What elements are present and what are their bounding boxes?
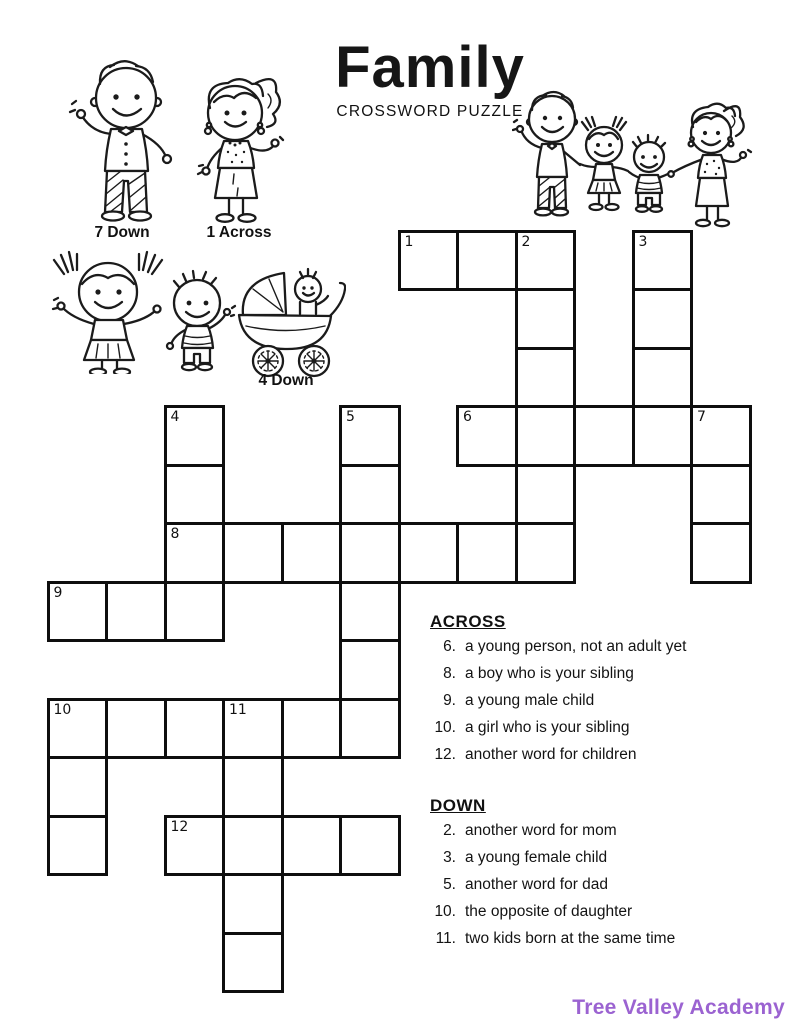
grid-cell[interactable] xyxy=(456,405,518,467)
grid-cell[interactable] xyxy=(339,405,401,467)
clue-text: a young male child xyxy=(465,692,595,709)
grid-cell[interactable] xyxy=(281,698,343,760)
down-clue-list xyxy=(425,822,790,957)
grid-cell[interactable] xyxy=(47,581,109,643)
grid-cell[interactable] xyxy=(690,522,752,584)
grid-cell[interactable] xyxy=(222,756,284,818)
grid-cell[interactable] xyxy=(164,698,226,760)
grid-cell[interactable] xyxy=(515,230,577,292)
grid-cell[interactable] xyxy=(339,581,401,643)
grid-cell[interactable] xyxy=(632,288,694,350)
clue-number: 8. xyxy=(443,665,456,682)
grid-cell[interactable] xyxy=(47,698,109,760)
clue-number: 11. xyxy=(435,930,456,947)
page-subtitle: CROSSWORD PUZZLE xyxy=(336,103,524,120)
grid-cell[interactable] xyxy=(105,581,167,643)
caption-1-across: 1 Across xyxy=(206,224,272,241)
cell-number: 4 xyxy=(170,409,180,425)
clue-item xyxy=(425,638,790,665)
grid-cell[interactable] xyxy=(164,464,226,526)
clue-item xyxy=(425,665,790,692)
clue-number: 3. xyxy=(443,849,456,866)
clue-item xyxy=(425,930,790,957)
cell-number: 6 xyxy=(463,409,472,425)
mom-waving-figure xyxy=(188,70,290,224)
clue-number: 12. xyxy=(434,746,456,763)
clue-text: another word for children xyxy=(465,746,637,763)
grid-cell[interactable] xyxy=(281,815,343,877)
grid-cell[interactable] xyxy=(164,405,226,467)
family-holding-hands-figure xyxy=(512,86,774,228)
grid-cell[interactable] xyxy=(222,873,284,935)
grid-cell[interactable] xyxy=(339,639,401,701)
grid-cell[interactable] xyxy=(515,347,577,409)
clue-item xyxy=(425,849,790,876)
grid-cell[interactable] xyxy=(632,230,694,292)
grid-cell[interactable] xyxy=(339,698,401,760)
clue-text: the opposite of daughter xyxy=(465,903,633,920)
clue-item xyxy=(425,692,790,719)
grid-cell[interactable] xyxy=(339,815,401,877)
clue-item xyxy=(425,822,790,849)
grid-cell[interactable] xyxy=(398,230,460,292)
caption-7-down: 7 Down xyxy=(94,224,150,241)
caption-4-down: 4 Down xyxy=(258,372,314,389)
clue-text: a boy who is your sibling xyxy=(465,665,634,682)
clue-text: a young person, not an adult yet xyxy=(465,638,687,655)
grid-cell[interactable] xyxy=(222,522,284,584)
grid-cell[interactable] xyxy=(47,756,109,818)
grid-cell[interactable] xyxy=(281,522,343,584)
cell-number: 9 xyxy=(53,584,63,601)
grid-cell[interactable] xyxy=(690,464,752,526)
clue-number: 6. xyxy=(443,638,456,655)
down-clues-section xyxy=(425,796,790,957)
clue-number: 10. xyxy=(434,903,456,920)
grid-cell[interactable] xyxy=(573,405,635,467)
grid-cell[interactable] xyxy=(632,347,694,409)
grid-cell[interactable] xyxy=(105,698,167,760)
cell-number: 7 xyxy=(697,409,706,425)
across-clues-section xyxy=(425,612,790,773)
grid-cell[interactable] xyxy=(515,464,577,526)
clue-text: two kids born at the same time xyxy=(465,930,676,947)
grid-cell[interactable] xyxy=(690,405,752,467)
grid-cell[interactable] xyxy=(515,522,577,584)
grid-cell[interactable] xyxy=(456,230,518,292)
cell-number: 12 xyxy=(170,818,189,835)
clue-text: another word for mom xyxy=(465,822,617,839)
cell-number: 3 xyxy=(638,233,648,250)
dad-waving-figure xyxy=(66,54,178,224)
clue-item xyxy=(425,719,790,746)
cell-number: 5 xyxy=(346,409,355,425)
clue-text: a girl who is your sibling xyxy=(465,719,630,736)
grid-cell[interactable] xyxy=(222,698,284,760)
cell-number: 10 xyxy=(53,701,72,718)
clue-text: another word for dad xyxy=(465,876,609,893)
clue-item xyxy=(425,746,790,773)
cell-number: 2 xyxy=(521,233,531,250)
clue-item xyxy=(425,876,790,903)
down-heading: DOWN xyxy=(430,796,486,815)
clue-number: 10. xyxy=(434,719,456,736)
grid-cell[interactable] xyxy=(164,581,226,643)
cell-number: 1 xyxy=(404,233,414,250)
cell-number: 8 xyxy=(170,526,180,542)
cell-number: 11 xyxy=(229,701,247,718)
grid-cell[interactable] xyxy=(515,405,577,467)
grid-cell[interactable] xyxy=(398,522,460,584)
grid-cell[interactable] xyxy=(632,405,694,467)
across-clue-list xyxy=(425,638,790,773)
across-heading: ACROSS xyxy=(430,612,506,631)
grid-cell[interactable] xyxy=(339,522,401,584)
grid-cell[interactable] xyxy=(164,522,226,584)
grid-cell[interactable] xyxy=(515,288,577,350)
clue-number: 5. xyxy=(443,876,456,893)
page-title: Family xyxy=(335,35,525,100)
grid-cell[interactable] xyxy=(222,932,284,994)
clue-item xyxy=(425,903,790,930)
grid-cell[interactable] xyxy=(222,815,284,877)
grid-cell[interactable] xyxy=(456,522,518,584)
clue-number: 9. xyxy=(443,692,456,709)
grid-cell[interactable] xyxy=(339,464,401,526)
brand-footer-text: Tree Valley Academy xyxy=(572,996,785,1019)
clue-text: a young female child xyxy=(465,849,608,866)
clue-number: 2. xyxy=(443,822,456,839)
grid-cell[interactable] xyxy=(47,815,109,877)
grid-cell[interactable] xyxy=(164,815,226,877)
